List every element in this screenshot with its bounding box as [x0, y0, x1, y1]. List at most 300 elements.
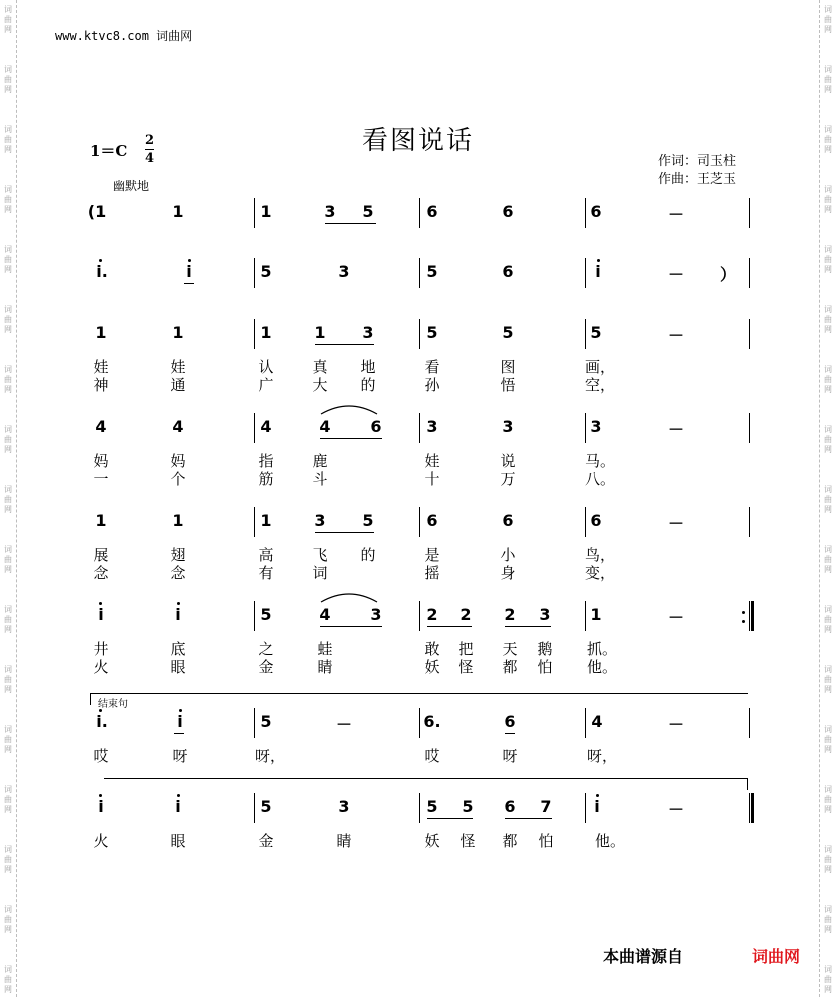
lyric-verse-1: 把	[458, 640, 474, 658]
watermark-char: 曲	[824, 195, 832, 204]
bar-line	[749, 198, 750, 228]
watermark-char: 词	[824, 785, 832, 794]
lyric-verse-2: 十	[424, 470, 440, 488]
watermark-char: 词	[824, 545, 832, 554]
score-note: i	[595, 262, 601, 281]
score-note: 5	[260, 797, 272, 816]
score-note: i	[98, 797, 104, 816]
score-note: 5	[260, 262, 272, 281]
watermark-char: 词	[4, 905, 12, 914]
beam-underline	[505, 818, 552, 819]
watermark-char: 词	[824, 185, 832, 194]
octave-dot	[99, 602, 102, 605]
watermark-char: 网	[4, 385, 12, 394]
lyric-verse-1: 妈	[93, 452, 109, 470]
score-note: i	[177, 712, 183, 731]
watermark-char: 曲	[4, 75, 12, 84]
bar-line	[749, 319, 750, 349]
lyric-verse-1: 妈	[170, 452, 186, 470]
lyric-verse-1: 地	[360, 358, 376, 376]
lyric-verse-1: 马。	[584, 452, 616, 470]
watermark-char: 词	[4, 5, 12, 14]
watermark-char: 网	[824, 505, 832, 514]
meter-bottom: 4	[145, 151, 155, 166]
score-note: 3	[590, 417, 602, 436]
lyric-verse-2: 八。	[584, 470, 616, 488]
lyric-verse-1: 娃	[93, 358, 109, 376]
watermark-char: 曲	[4, 495, 12, 504]
watermark-char: 词	[824, 845, 832, 854]
coda-bracket-side	[747, 778, 748, 790]
score-note: 3	[362, 323, 374, 342]
score-note: 4	[319, 417, 331, 436]
score-note: 4	[260, 417, 272, 436]
watermark-char: 网	[824, 265, 832, 274]
bar-line	[419, 601, 420, 631]
score-note: 3	[426, 417, 438, 436]
octave-dot	[177, 602, 180, 605]
bar-line	[254, 319, 255, 349]
watermark-char: 网	[4, 205, 12, 214]
watermark-char: 曲	[824, 795, 832, 804]
lyric-verse-1: 睛	[336, 832, 352, 850]
lyric-verse-2: 悟	[500, 376, 516, 394]
watermark-char: 曲	[824, 975, 832, 984]
lyric-verse-2: 眼	[170, 658, 186, 676]
lyric-verse-1: 图	[500, 358, 516, 376]
watermark-char: 网	[824, 385, 832, 394]
score-note: 2	[426, 605, 438, 624]
watermark-char: 网	[824, 925, 832, 934]
octave-dot	[596, 794, 599, 797]
octave-dot	[177, 794, 180, 797]
watermark-char: 网	[824, 625, 832, 634]
bar-line	[254, 258, 255, 288]
source-label: 本曲谱源自	[603, 947, 684, 966]
watermark-char: 网	[4, 805, 12, 814]
watermark-char: 词	[824, 125, 832, 134]
watermark-char: 词	[4, 605, 12, 614]
watermark-char: 网	[4, 265, 12, 274]
site-url[interactable]: www.ktvc8.com	[55, 29, 149, 43]
lyric-verse-1: 高	[258, 546, 274, 564]
meter-divider	[145, 149, 154, 150]
score-note: 6	[590, 202, 602, 221]
lyric-verse-2: 身	[500, 564, 516, 582]
lyric-verse-1: 妖	[424, 832, 440, 850]
watermark-char: 词	[824, 725, 832, 734]
slur-arc	[320, 402, 378, 416]
watermark-char: 曲	[4, 735, 12, 744]
watermark-char: 词	[4, 845, 12, 854]
lyric-verse-1: 指	[258, 452, 274, 470]
bar-line	[585, 507, 586, 537]
beam-underline	[505, 626, 551, 627]
score-note: 6	[426, 511, 438, 530]
watermark-char: 网	[824, 565, 832, 574]
watermark-char: 曲	[4, 15, 12, 24]
lyric-verse-2: 孙	[424, 376, 440, 394]
score-note: 4	[591, 712, 603, 731]
volta-label: 结束句	[98, 699, 128, 710]
lyric-verse-2: 他。	[586, 658, 618, 676]
watermark-char: 网	[4, 865, 12, 874]
lyric-verse-1: 怕	[538, 832, 554, 850]
watermark-char: 曲	[824, 855, 832, 864]
lyric-verse-1: 画，	[584, 358, 616, 376]
watermark-char: 词	[824, 665, 832, 674]
watermark-char: 网	[4, 325, 12, 334]
lyric-verse-2: 妖	[424, 658, 440, 676]
watermark-char: 网	[824, 85, 832, 94]
score-note: －	[667, 265, 685, 284]
score-note: 3	[314, 511, 326, 530]
lyric-verse-1: 飞	[312, 546, 328, 564]
watermark-char: 词	[4, 785, 12, 794]
lyric-verse-1: 是	[424, 546, 440, 564]
beam-underline	[315, 532, 374, 533]
score-note: －	[667, 608, 685, 627]
lyric-verse-1: 哎	[424, 747, 440, 765]
watermark-char: 曲	[824, 735, 832, 744]
score-note: 5	[462, 797, 474, 816]
score-note: 5	[590, 323, 602, 342]
lyric-verse-2: 空，	[584, 376, 616, 394]
score-note: －	[667, 326, 685, 345]
score-note: 2	[460, 605, 472, 624]
score-note: 6	[370, 417, 382, 436]
score-note: －	[335, 715, 353, 734]
score-note: 5	[260, 605, 272, 624]
beam-underline	[325, 223, 376, 224]
lyric-verse-1: 呀	[502, 747, 518, 765]
watermark-char: 网	[4, 85, 12, 94]
score-note: 3	[370, 605, 382, 624]
score-note: －	[667, 715, 685, 734]
lyric-verse-1: 呀，	[254, 747, 286, 765]
score-note: i	[175, 797, 181, 816]
watermark-char: 网	[824, 985, 832, 994]
score-note: 6	[426, 202, 438, 221]
watermark-char: 词	[824, 485, 832, 494]
score-note: i	[98, 605, 104, 624]
lyric-verse-2: 个	[170, 470, 186, 488]
watermark-char: 词	[824, 905, 832, 914]
final-bar-line	[751, 601, 754, 631]
watermark-char: 网	[824, 205, 832, 214]
score-note: 3	[338, 262, 350, 281]
lyric-verse-1: 呀，	[586, 747, 618, 765]
bar-line	[749, 258, 750, 288]
watermark-char: 曲	[4, 795, 12, 804]
score-note: i	[594, 797, 600, 816]
final-bar-line	[751, 793, 754, 823]
lyric-verse-1: 呀	[172, 747, 188, 765]
lyric-verse-1: 鹿	[312, 452, 328, 470]
watermark-char: 网	[4, 625, 12, 634]
score-note: 6	[504, 797, 516, 816]
meter-top: 2	[145, 133, 155, 148]
watermark-char: 网	[4, 985, 12, 994]
site-header[interactable]	[55, 27, 192, 44]
lyric-verse-2: 火	[93, 658, 109, 676]
score-note: 1	[95, 511, 107, 530]
watermark-char: 曲	[4, 135, 12, 144]
bar-line	[254, 198, 255, 228]
site-name[interactable]: 词曲网	[156, 29, 193, 43]
lyric-verse-1: 真	[312, 358, 328, 376]
score-note: 6	[502, 511, 514, 530]
lyricist-credit: 作词：司玉柱	[658, 154, 737, 169]
score-note: －	[667, 514, 685, 533]
beam-underline	[315, 344, 374, 345]
watermark-char: 词	[4, 245, 12, 254]
bar-line	[585, 413, 586, 443]
watermark-char: 曲	[4, 975, 12, 984]
watermark-char: 词	[824, 425, 832, 434]
watermark-char: 曲	[824, 135, 832, 144]
lyric-verse-2: 大	[312, 376, 328, 394]
score-note: 1	[314, 323, 326, 342]
lyric-verse-2: 一	[93, 470, 109, 488]
score-note: 5	[426, 797, 438, 816]
score-note: 2	[504, 605, 516, 624]
lyric-verse-1: 火	[93, 832, 109, 850]
score-note: 6	[502, 202, 514, 221]
repeat-dot	[742, 611, 745, 614]
watermark-char: 词	[824, 365, 832, 374]
lyric-verse-1: 哎	[93, 747, 109, 765]
watermark-char: 词	[4, 365, 12, 374]
lyric-verse-1: 眼	[170, 832, 186, 850]
lyric-verse-1: 他。	[594, 832, 626, 850]
tempo-marking: 幽默地	[113, 179, 150, 193]
lyric-verse-2: 有	[258, 564, 274, 582]
lyric-verse-1: 娃	[424, 452, 440, 470]
watermark-char: 曲	[4, 915, 12, 924]
bar-line	[254, 793, 255, 823]
score-note: i	[175, 605, 181, 624]
beam-underline	[320, 438, 382, 439]
lyric-verse-2: 词	[312, 564, 328, 582]
bar-line	[749, 413, 750, 443]
watermark-char: 网	[4, 745, 12, 754]
watermark-char: 曲	[824, 15, 832, 24]
watermark-char: 曲	[4, 555, 12, 564]
score-note: 6	[504, 712, 516, 731]
watermark-char: 词	[4, 665, 12, 674]
bar-line	[585, 708, 586, 738]
lyric-verse-2: 广	[258, 376, 274, 394]
lyric-verse-1: 娃	[170, 358, 186, 376]
lyric-verse-1: 抓。	[586, 640, 618, 658]
watermark-char: 曲	[824, 915, 832, 924]
watermark-char: 词	[824, 965, 832, 974]
bar-line	[419, 258, 420, 288]
lyric-verse-2: 通	[170, 376, 186, 394]
lyric-verse-2: 怕	[537, 658, 553, 676]
watermark-char: 词	[4, 725, 12, 734]
watermark-char: 曲	[824, 615, 832, 624]
score-note: (1	[87, 202, 107, 221]
watermark-char: 词	[4, 305, 12, 314]
watermark-char: 网	[824, 865, 832, 874]
repeat-dot	[742, 620, 745, 623]
watermark-char: 曲	[824, 75, 832, 84]
score-note: 3	[324, 202, 336, 221]
bar-line	[585, 601, 586, 631]
watermark-char: 网	[824, 745, 832, 754]
bar-line	[419, 507, 420, 537]
watermark-char: 网	[4, 505, 12, 514]
score-note: ）	[719, 265, 737, 284]
score-note: 3	[502, 417, 514, 436]
score-note: 5	[502, 323, 514, 342]
watermark-char: 曲	[824, 675, 832, 684]
watermark-char: 网	[824, 145, 832, 154]
watermark-char: 词	[4, 185, 12, 194]
score-note: －	[667, 420, 685, 439]
score-note: 7	[540, 797, 552, 816]
watermark-char: 曲	[824, 375, 832, 384]
lyric-verse-2: 金	[258, 658, 274, 676]
watermark-char: 网	[824, 685, 832, 694]
lyric-verse-1: 展	[93, 546, 109, 564]
score-note: 1	[95, 323, 107, 342]
score-note: 5	[362, 511, 374, 530]
bar-line	[749, 507, 750, 537]
watermark-char: 词	[4, 485, 12, 494]
lyric-verse-1: 小	[500, 546, 516, 564]
watermark-char: 词	[824, 5, 832, 14]
lyric-verse-2: 摇	[424, 564, 440, 582]
watermark-char: 词	[824, 305, 832, 314]
score-note: 1	[172, 323, 184, 342]
lyric-verse-2: 的	[360, 376, 376, 394]
watermark-char: 网	[4, 565, 12, 574]
score-note: 6	[590, 511, 602, 530]
lyric-verse-1: 的	[360, 546, 376, 564]
watermark-char: 曲	[824, 555, 832, 564]
lyric-verse-1: 翅	[170, 546, 186, 564]
lyric-verse-1: 都	[502, 832, 518, 850]
lyric-verse-1: 井	[93, 640, 109, 658]
lyric-verse-2: 斗	[312, 470, 328, 488]
octave-dot	[99, 259, 102, 262]
lyric-verse-2: 神	[93, 376, 109, 394]
score-note: 5	[260, 712, 272, 731]
lyric-verse-1: 怪	[460, 832, 476, 850]
octave-dot	[188, 259, 191, 262]
watermark-char: 曲	[4, 615, 12, 624]
watermark-char: 网	[4, 685, 12, 694]
score-note: 6.	[423, 712, 441, 731]
score-note: 5	[362, 202, 374, 221]
watermark-char: 词	[4, 965, 12, 974]
score-note: 5	[426, 323, 438, 342]
lyric-verse-1: 之	[258, 640, 274, 658]
watermark-char: 曲	[4, 675, 12, 684]
score-note: 1	[260, 323, 272, 342]
slur-arc	[320, 590, 378, 604]
bar-line	[749, 708, 750, 738]
lyric-verse-1: 说	[500, 452, 516, 470]
bar-line	[419, 708, 420, 738]
lyric-verse-1: 蛙	[317, 640, 333, 658]
score-note: 4	[95, 417, 107, 436]
watermark-char: 词	[4, 545, 12, 554]
beam-underline	[174, 733, 184, 734]
bar-line	[585, 198, 586, 228]
bar-line	[419, 413, 420, 443]
lyric-verse-1: 敢	[424, 640, 440, 658]
watermark-char: 曲	[824, 495, 832, 504]
score-note: 4	[319, 605, 331, 624]
time-signature	[145, 133, 154, 166]
score-note: －	[667, 800, 685, 819]
composer-credit: 作曲：王芝玉	[658, 172, 737, 187]
beam-underline	[427, 818, 473, 819]
lyric-verse-2: 怪	[458, 658, 474, 676]
coda-bracket-top	[104, 778, 748, 779]
bar-line	[585, 258, 586, 288]
bar-line	[419, 319, 420, 349]
volta-bracket-side	[90, 693, 91, 705]
watermark-char: 网	[824, 25, 832, 34]
watermark-char: 词	[4, 125, 12, 134]
bar-line	[254, 413, 255, 443]
watermark-char: 网	[824, 325, 832, 334]
lyric-verse-2: 念	[170, 564, 186, 582]
watermark-char: 网	[4, 25, 12, 34]
lyric-verse-2: 睛	[317, 658, 333, 676]
lyric-verse-2: 筋	[258, 470, 274, 488]
watermark-char: 曲	[4, 195, 12, 204]
score-note: 1	[172, 202, 184, 221]
watermark-char: 曲	[824, 315, 832, 324]
watermark-char: 曲	[824, 255, 832, 264]
watermark-char: 曲	[4, 315, 12, 324]
score-note: 1	[260, 202, 272, 221]
score-note: 1	[172, 511, 184, 530]
song-title: 看图说话	[361, 126, 474, 156]
score-note: 4	[172, 417, 184, 436]
watermark-char: 词	[824, 245, 832, 254]
watermark-char: 网	[4, 445, 12, 454]
bar-line	[585, 319, 586, 349]
score-note: 1	[260, 511, 272, 530]
watermark-char: 词	[4, 425, 12, 434]
watermark-char: 词	[824, 605, 832, 614]
octave-dot	[597, 259, 600, 262]
lyric-verse-2: 念	[93, 564, 109, 582]
lyric-verse-1: 认	[258, 358, 274, 376]
lyric-verse-2: 变，	[584, 564, 616, 582]
bar-line	[254, 507, 255, 537]
watermark-char: 曲	[824, 435, 832, 444]
bar-line	[254, 601, 255, 631]
lyric-verse-1: 金	[258, 832, 274, 850]
watermark-char: 词	[4, 65, 12, 74]
score-note: i	[186, 262, 192, 281]
score-note: 1	[590, 605, 602, 624]
watermark-char: 网	[4, 925, 12, 934]
bar-line	[419, 793, 420, 823]
watermark-char: 曲	[4, 435, 12, 444]
beam-underline	[184, 283, 194, 284]
source-logo[interactable]: 词曲网	[752, 947, 801, 966]
score-note: 3	[338, 797, 350, 816]
